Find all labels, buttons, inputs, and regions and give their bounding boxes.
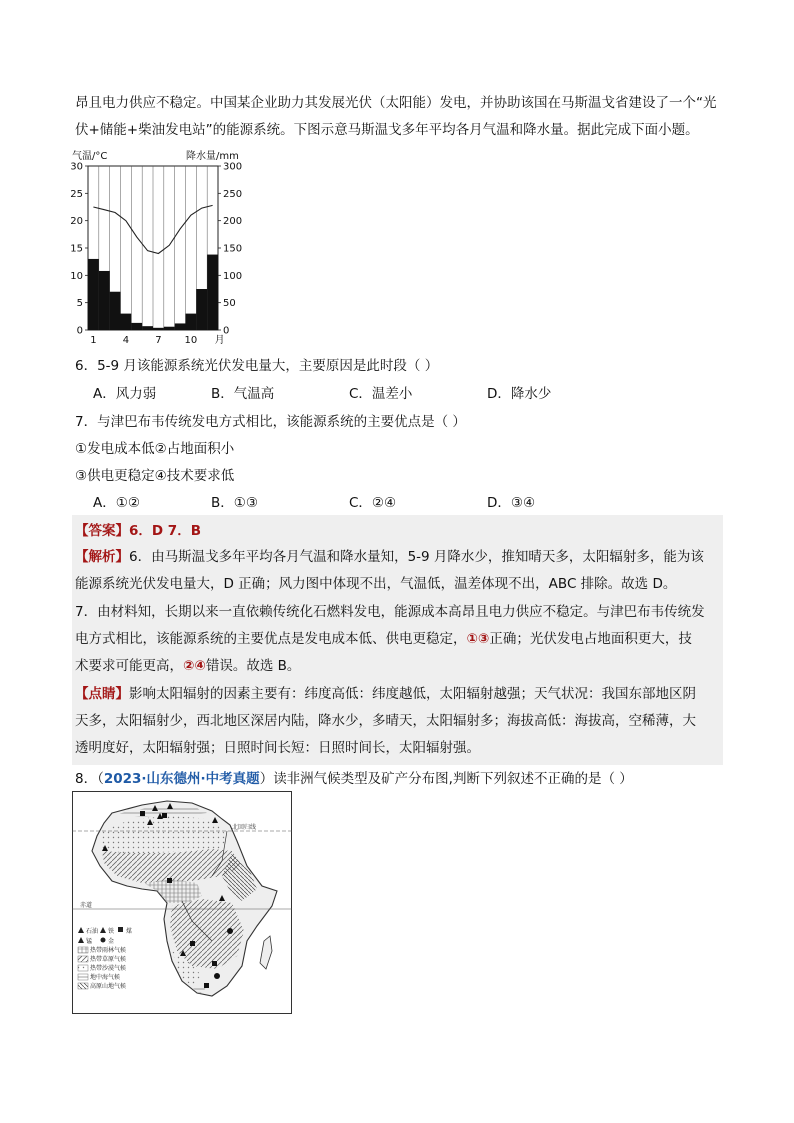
analysis-6-text-b: 能源系统光伏发电量大，D 正确；风力图中体现不出，气温低，温差体现不出，ABC 排除。故选 D。 <box>75 576 677 592</box>
chart-left-tick-label: 5 <box>76 298 83 310</box>
legend-climate-savanna: 热带草原气候 <box>90 956 127 963</box>
coal-icon <box>204 983 209 988</box>
analysis-7-b-pre: 电方式相比，该能源系统的主要优点是发电成本低、供电更稳定， <box>75 631 467 647</box>
q7-stem: 7．与津巴布韦传统发电方式相比，该能源系统的主要优点是（ ） <box>75 414 466 430</box>
q6-option-c: C．温差小 <box>349 386 413 402</box>
chart-ylabel-left: 气温/°C <box>72 151 108 162</box>
chart-ylabel-right: 降水量/mm <box>186 151 239 162</box>
analysis-7-c-mark: ②④ <box>183 658 206 674</box>
intro-line-1: 昂且电力供应不稳定。中国某企业助力其发展光伏（太阳能）发电，并协助该国在马斯温戈省建设了一个“光 <box>75 95 717 111</box>
answer-label: 【答案】 <box>75 523 129 539</box>
chart-left-tick-label: 25 <box>70 188 83 200</box>
q8-stem: 读非洲气候类型及矿产分布图,判断下列叙述不正确的是（ ） <box>273 771 633 787</box>
chart-left-tick-label: 20 <box>70 216 83 228</box>
q7-items-1: ①发电成本低②占地面积小 <box>75 441 235 457</box>
chart-right-tick-label: 300 <box>223 161 243 173</box>
precip-bar-10 <box>186 314 197 330</box>
q8-source-year: 2023 <box>103 771 142 787</box>
precip-bar-7 <box>153 328 164 330</box>
analysis-7-b-post: 正确；光伏发电占地面积更大，技 <box>489 631 692 647</box>
legend-climate-mediterranean: 地中海气候 <box>90 974 121 981</box>
tropic-label: 北回归线 <box>232 824 257 831</box>
analysis-7-c-post: 错误。故选 B。 <box>205 658 301 674</box>
coal-icon <box>212 961 217 966</box>
africa-map <box>72 791 292 1014</box>
chart-left-tick-label: 30 <box>70 161 83 173</box>
q8-number: 8． <box>75 771 98 787</box>
legend-climate-highland: 高原山地气候 <box>90 983 127 990</box>
q8-source-close: ） <box>259 771 274 787</box>
q6-option-b: B．气温高 <box>211 386 275 402</box>
coal-icon <box>140 811 145 816</box>
chart-xlabel: 月 <box>214 335 225 344</box>
q6-option-d: D．降水少 <box>487 386 552 402</box>
climate-chart <box>68 146 248 344</box>
q7-option-c: C．②④ <box>349 495 397 511</box>
precip-bar-12 <box>207 255 218 330</box>
precip-bar-4 <box>121 314 132 330</box>
intro-line-2: 伏+储能+柴油发电站”的能源系统。下图示意马斯温戈多年平均各月气温和降水量。据此完成下面小题。 <box>75 122 699 138</box>
chart-right-tick-label: 200 <box>223 216 243 228</box>
analysis-6-text-a: 6．由马斯温戈多年平均各月气温和降水量知，5-9 月降水少，推知晴天多，太阳辐射多，能为该 <box>129 549 704 565</box>
analysis-label: 【解析】 <box>75 549 129 565</box>
chart-left-tick-label: 0 <box>76 325 83 337</box>
coal-icon <box>162 813 167 818</box>
q7-option-a: A．①② <box>93 495 140 511</box>
coal-icon <box>167 878 172 883</box>
gold-icon <box>214 973 220 979</box>
analysis-7-text-c <box>75 654 300 674</box>
gold-icon <box>101 938 106 943</box>
q8-source-text: ·山东德州·中考真题 <box>141 771 260 787</box>
legend-climate-desert: 热带沙漠气候 <box>90 965 127 972</box>
dianjing-text-3: 透明度好，太阳辐射强；日照时间长短：日照时间长，太阳辐射强。 <box>75 740 480 756</box>
chart-x-tick-label: 10 <box>184 335 198 344</box>
q7-items-2: ③供电更稳定④技术要求低 <box>75 468 235 484</box>
chart-right-tick-label: 150 <box>223 243 243 255</box>
legend-coal-label: 煤 <box>126 928 133 935</box>
legend-oil-label: 石油 <box>86 928 99 935</box>
legend-mn-label: 锰 <box>86 938 93 945</box>
analysis-7-text-b <box>75 627 692 647</box>
analysis-7-c-pre: 术要求可能更高， <box>75 658 183 674</box>
precip-bar-3 <box>110 292 121 330</box>
coal-icon <box>118 927 123 932</box>
chart-right-tick-label: 50 <box>223 298 236 310</box>
chart-right-tick-label: 100 <box>223 270 243 282</box>
answer-line <box>75 519 201 539</box>
legend-iron-label: 铁 <box>108 928 115 935</box>
equator-label: 赤道 <box>80 902 93 909</box>
precip-bar-2 <box>99 271 110 330</box>
q6-stem: 6．5-9 月该能源系统光伏发电量大，主要原因是此时段（ ） <box>75 358 439 374</box>
precip-bar-6 <box>142 326 153 330</box>
dianjing-line-1 <box>75 682 696 702</box>
analysis-7-text-a: 7．由材料知，长期以来一直依赖传统化石燃料发电，能源成本高昂且电力供应不稳定。与津巴布韦传统发 <box>75 604 705 620</box>
chart-right-tick-label: 250 <box>223 188 243 200</box>
q6-option-a: A．风力弱 <box>93 386 157 402</box>
dianjing-text-2: 天多，太阳辐射少，西北地区深居内陆，降水少，多晴天，太阳辐射多；海拔高低：海拔高，空稀薄，大 <box>75 713 696 729</box>
dianjing-text-1: 影响太阳辐射的因素主要有：纬度高低：纬度越低，太阳辐射越强；天气状况：我国东部地区阴 <box>129 686 696 702</box>
chart-right-tick-label: 0 <box>223 325 230 337</box>
coal-icon <box>190 941 195 946</box>
chart-left-tick-label: 15 <box>70 243 83 255</box>
precip-bar-11 <box>196 289 207 330</box>
chart-left-tick-label: 10 <box>70 270 83 282</box>
legend-gold-label: 金 <box>108 938 115 945</box>
analysis-7-b-mark: ①③ <box>466 631 490 647</box>
analysis-line-1 <box>75 545 704 565</box>
q7-option-b: B．①③ <box>211 495 258 511</box>
dianjing-label: 【点睛】 <box>75 686 129 702</box>
chart-x-tick-label: 1 <box>90 335 97 344</box>
chart-x-tick-label: 4 <box>122 335 130 344</box>
answer-block <box>72 515 723 765</box>
precip-bar-5 <box>131 323 142 330</box>
q8-source-open: （ <box>97 771 104 787</box>
q7-option-d: D．③④ <box>487 495 536 511</box>
q8-line <box>75 767 633 787</box>
precip-bar-1 <box>88 259 99 330</box>
answer-value: 6．D 7．B <box>129 523 201 539</box>
legend-climate-rainforest: 热带雨林气候 <box>90 947 127 954</box>
precip-bar-8 <box>164 327 175 330</box>
precip-bar-9 <box>175 323 186 330</box>
gold-icon <box>227 928 233 934</box>
chart-x-tick-label: 7 <box>155 335 162 344</box>
